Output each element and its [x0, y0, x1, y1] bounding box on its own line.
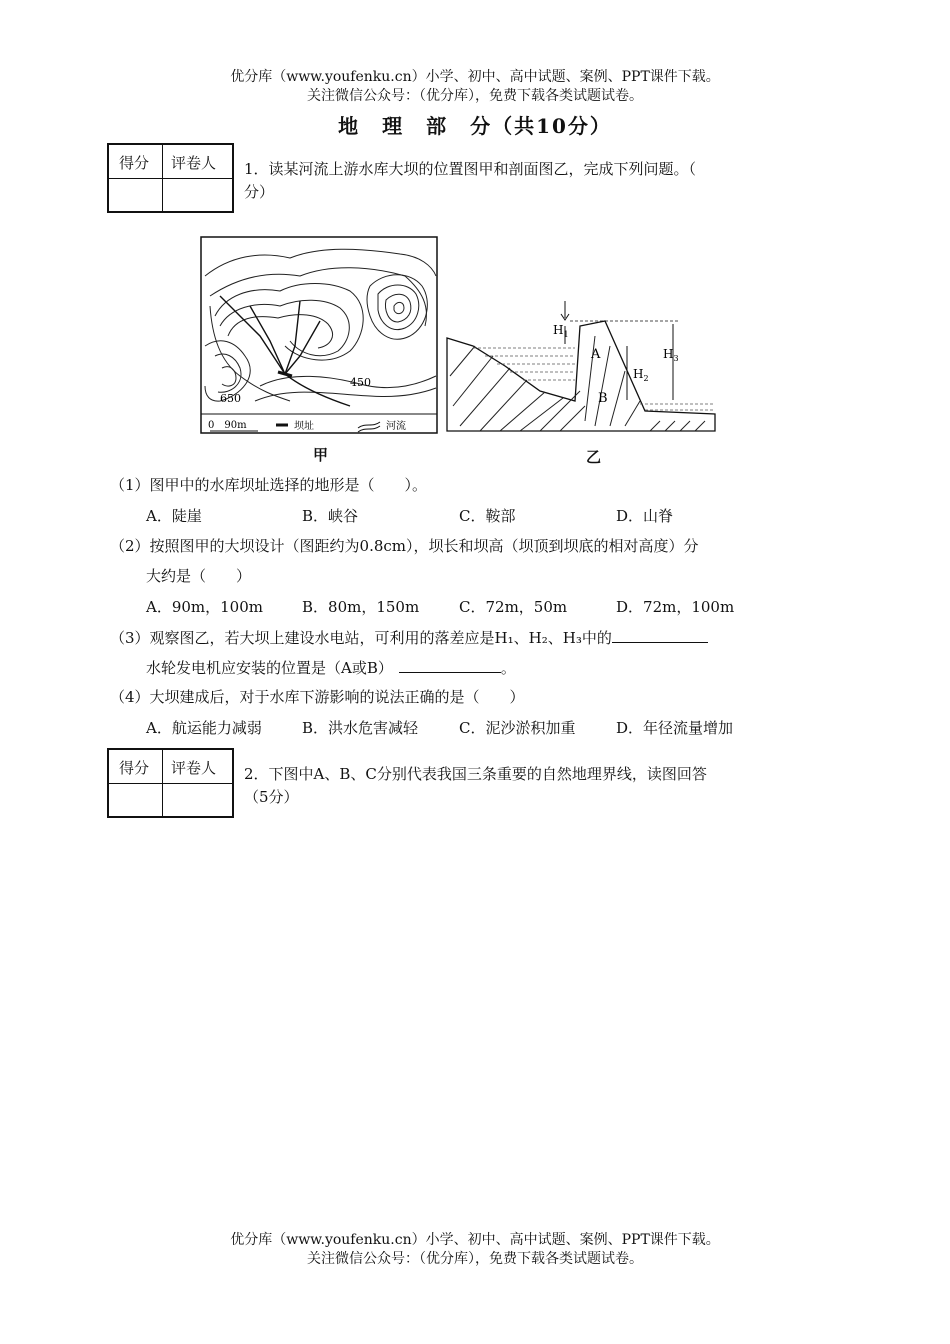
contour-label-450: 450 — [350, 376, 371, 389]
figure-a-contour-map — [200, 236, 440, 436]
dam-legend-label: 坝址 — [294, 421, 314, 432]
q1-sub2-line2: 大约是（ ） — [146, 567, 252, 585]
answer-blank-h[interactable] — [612, 626, 708, 643]
q1-sub1-option-c: C．鞍部 — [459, 507, 516, 525]
scale-label: 0 90m — [208, 420, 247, 431]
q1-sub3-line1: （3）观察图乙，若大坝上建设水电站，可利用的落差应是H₁、H₂、H₃中的 — [110, 626, 708, 649]
q1-stem-line2: 分） — [244, 183, 275, 201]
label-B: B — [598, 391, 608, 406]
q1-sub4-text: （4）大坝建成后，对于水库下游影响的说法正确的是（ ） — [110, 688, 525, 706]
label-A: A — [591, 347, 601, 362]
q1-sub3-line2: 水轮发电机应安装的位置是（A或B） 。 — [146, 656, 516, 679]
section-title: 地 理 部 分（共10分） — [338, 114, 612, 138]
score-label: 得分 — [119, 759, 150, 777]
figure-a-caption: 甲 — [313, 446, 329, 464]
grader-label: 评卷人 — [171, 154, 217, 172]
q2-stem-line2: （5分） — [244, 788, 299, 806]
grader-label: 评卷人 — [171, 759, 217, 777]
header-line-1: 优分库（www.youfenku.cn）小学、初中、高中试题、案例、PPT课件下载。 — [230, 69, 720, 85]
q1-sub4-option-a: A．航运能力减弱 — [146, 719, 262, 737]
footer-line-1: 优分库（www.youfenku.cn）小学、初中、高中试题、案例、PPT课件下载。 — [230, 1232, 720, 1248]
label-H2: $H_2$ — [633, 367, 649, 383]
q1-sub2-option-b: B．80m，150m — [302, 598, 420, 616]
score-box-q2 — [107, 748, 234, 818]
footer-line-2: 关注微信公众号：（优分库），免费下载各类试题试卷。 — [307, 1251, 643, 1267]
q1-stem-line1: 1．读某河流上游水库大坝的位置图甲和剖面图乙，完成下列问题。（ — [244, 160, 697, 178]
q1-sub1-option-b: B．峡谷 — [302, 507, 359, 525]
river-legend-label: 河流 — [386, 421, 406, 432]
q1-sub1-option-a: A．陡崖 — [146, 507, 202, 525]
q1-sub4-option-d: D．年径流量增加 — [616, 719, 734, 737]
label-H3: $H_3$ — [663, 347, 679, 363]
q1-sub2-option-d: D．72m，100m — [616, 598, 735, 616]
figure-b-caption: 乙 — [586, 448, 602, 466]
q1-sub2-option-c: C．72m，50m — [459, 598, 568, 616]
q2-stem-line1: 2．下图中A、B、C分别代表我国三条重要的自然地理界线，读图回答 — [244, 765, 707, 783]
label-H1: $H_1$ — [553, 323, 569, 339]
q1-sub4-option-c: C．泥沙淤积加重 — [459, 719, 576, 737]
q1-sub2-line1: （2）按照图甲的大坝设计（图距约为0.8cm），坝长和坝高（坝顶到坝底的相对高度）分 — [110, 537, 699, 555]
answer-blank-ab[interactable] — [399, 656, 501, 673]
q1-sub4-option-b: B．洪水危害减轻 — [302, 719, 419, 737]
q1-sub1-text: （1）图甲中的水库坝址选择的地形是（ ）。 — [110, 476, 428, 494]
q1-sub1-option-d: D．山脊 — [616, 507, 674, 525]
contour-label-650: 650 — [220, 392, 241, 405]
figure-b-cross-section — [445, 296, 725, 436]
score-box-q1 — [107, 143, 234, 213]
header-line-2: 关注微信公众号：（优分库），免费下载各类试题试卷。 — [307, 88, 643, 104]
score-label: 得分 — [119, 154, 150, 172]
q1-sub2-option-a: A．90m，100m — [146, 598, 263, 616]
